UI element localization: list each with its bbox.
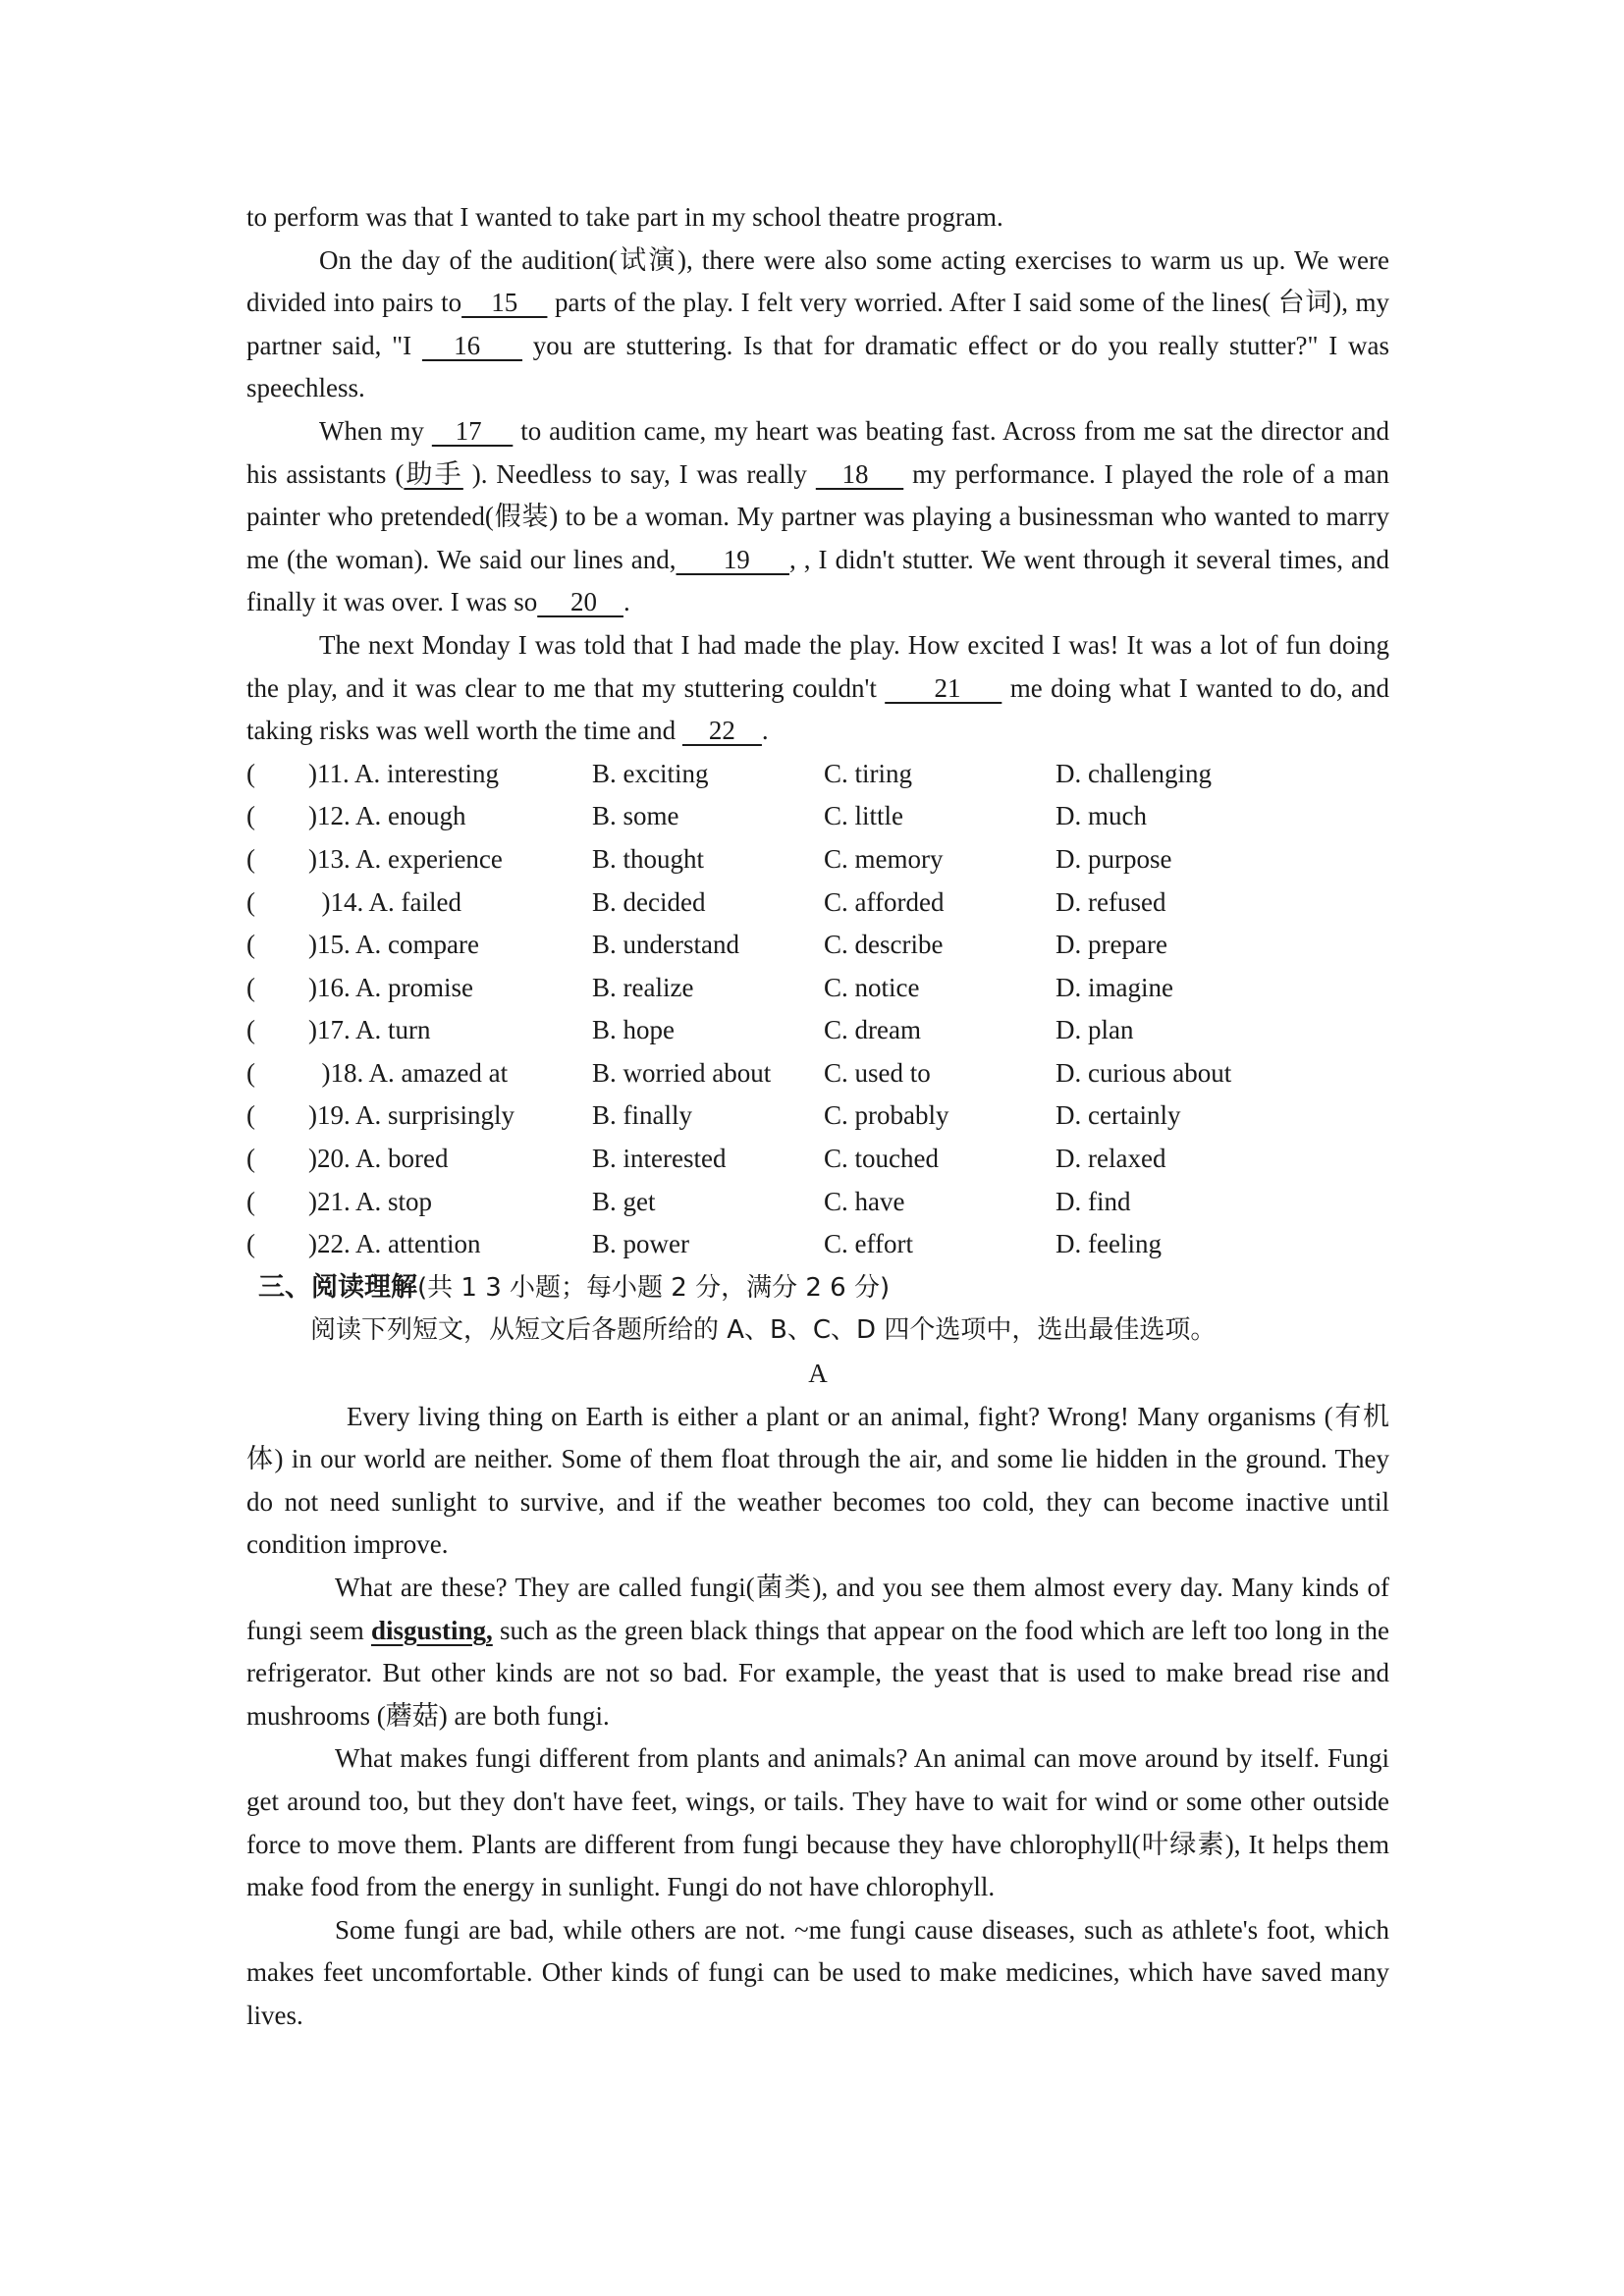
option-d: D. plan (1056, 1015, 1134, 1045)
option-b: B. hope (592, 1015, 675, 1045)
passage-line-0 (246, 196, 1389, 240)
option-b: B. worried about (592, 1057, 772, 1088)
blank-22: 22 (681, 716, 762, 746)
option-c: C. touched (824, 1144, 939, 1174)
question-18 (246, 1052, 1389, 1095)
section-heading (246, 1266, 1389, 1310)
option-c: C. used to (824, 1057, 931, 1088)
option-a: ( )16. A. promise (246, 972, 473, 1002)
option-b: B. realize (592, 972, 694, 1002)
option-d: D. feeling (1056, 1229, 1162, 1259)
option-a: ( )13. A. experience (246, 843, 503, 874)
passage-letter: A (808, 1359, 828, 1389)
option-c: C. dream (824, 1015, 921, 1045)
text: . (761, 716, 769, 746)
question-19 (246, 1095, 1389, 1138)
question-21 (246, 1181, 1389, 1224)
option-b: B. some (592, 801, 679, 831)
text: to audition came, my heart was beating fast. Across from me sat the director and his assistants ( (246, 415, 1389, 489)
text: to perform was that I wanted to take part in my school theatre program. (246, 202, 1003, 232)
option-c: C. describe (824, 930, 944, 960)
blank-16: 16 (421, 330, 523, 360)
text: you are stuttering. Is that for dramatic effect or do you really stutter?" I was speechless. (246, 330, 1389, 403)
option-c: C. probably (824, 1100, 949, 1131)
text: What are these? They are called fungi(菌类), and you see them almost every day. Many kinds of fungi seem (246, 1573, 1389, 1645)
option-d: D. imagine (1056, 972, 1173, 1002)
option-a: ( )14. A. failed (246, 886, 461, 917)
option-a: ( )20. A. bored (246, 1144, 449, 1174)
option-b: B. power (592, 1229, 689, 1259)
option-c: C. tiring (824, 758, 913, 788)
option-c: C. effort (824, 1229, 913, 1259)
option-b: B. thought (592, 843, 705, 874)
text: The next Monday I was told that I had made the play. How excited I was! It was a lot of fun doing the play, and it was clear to me that my stuttering couldn't (246, 629, 1389, 703)
option-c: C. have (824, 1186, 905, 1216)
text: When my (319, 415, 432, 446)
option-d: D. prepare (1056, 930, 1167, 960)
option-b: B. interested (592, 1144, 727, 1174)
blank-15: 15 (461, 288, 548, 318)
section-title: 三、阅读理解 (258, 1271, 417, 1303)
reading-paragraph-2 (246, 1567, 1389, 1737)
blank-19: 19 (676, 544, 789, 574)
option-d: D. challenging (1056, 758, 1212, 788)
option-a: ( )18. A. amazed at (246, 1057, 509, 1088)
option-d: D. refused (1056, 886, 1166, 917)
reading-paragraph-3: What makes fungi different from plants and animals? An animal can move around by itself. Fungi get around too, but they don't have feet, wings, or tails. They have to wait for wind or some other outside force to move them. Plants are different from fungi because they have chlorophyll(叶绿素), It helps them make food from the energy in sunlight. Fungi do not have chlorophyll. (246, 1743, 1389, 1902)
text: ). Needless to say, I was really (462, 458, 816, 489)
blank-18: 18 (815, 458, 904, 489)
text: such as the green black things that appear on the food which are left too long in the refrigerator. But other kinds are not so bad. For example, the yeast that is used to make bread rise and mushrooms (蘑菇) are both fungi. (246, 1615, 1389, 1731)
option-a: ( )22. A. attention (246, 1229, 481, 1259)
question-14 (246, 881, 1389, 925)
assistant-word: 助手 (404, 458, 463, 489)
question-20 (246, 1138, 1389, 1181)
option-b: B. understand (592, 930, 739, 960)
question-13 (246, 838, 1389, 881)
section-instruction: 阅读下列短文，从短文后各题所给的 A、B、C、D 四个选项中，选出最佳选项。 (310, 1315, 1217, 1346)
option-c: C. memory (824, 843, 944, 874)
exam-page (246, 196, 1389, 2038)
question-17 (246, 1009, 1389, 1052)
option-d: D. curious about (1056, 1057, 1232, 1088)
option-a: ( )17. A. turn (246, 1015, 431, 1045)
option-a: ( )21. A. stop (246, 1186, 432, 1216)
option-c: C. afforded (824, 886, 945, 917)
reading-paragraph-1: Every living thing on Earth is either a plant or an animal, fight? Wrong! Many organisms (有机体) in our world are neither. Some of them float through the air, and some lie hidden in the ground. They do not need sunlight to survive, and if the weather becomes too cold, they can become inactive until condition improve. (246, 1401, 1389, 1560)
passage-paragraph-turn (246, 410, 1389, 624)
option-b: B. finally (592, 1100, 692, 1131)
question-11 (246, 753, 1389, 796)
text: , , I didn't stutter. We went through it several times, and finally it was over. I was so (246, 544, 1390, 617)
question-15 (246, 924, 1389, 967)
option-b: B. exciting (592, 758, 709, 788)
option-a: ( )11. A. interesting (246, 758, 499, 788)
option-d: D. certainly (1056, 1100, 1181, 1131)
text: me doing what I wanted to do, and taking risks was well worth the time and (246, 672, 1389, 746)
blank-21: 21 (885, 672, 1002, 703)
passage-paragraph-monday (246, 624, 1389, 753)
option-d: D. much (1056, 801, 1147, 831)
text: my performance. I played the role of a man painter who pretended(假装) to be a woman. My partner was playing a businessman who wanted to marry me (the woman). We said our lines and, (246, 458, 1390, 574)
question-12 (246, 795, 1389, 838)
option-b: B. get (592, 1186, 656, 1216)
passage-paragraph-audition (246, 240, 1389, 410)
question-22 (246, 1223, 1389, 1266)
option-d: D. find (1056, 1186, 1131, 1216)
text: . (623, 587, 630, 617)
option-c: C. little (824, 801, 903, 831)
text: parts of the play. I felt very worried. After I said some of the lines( 台词), my partner said, "I (246, 288, 1390, 360)
option-d: D. relaxed (1056, 1144, 1166, 1174)
option-a: ( )19. A. surprisingly (246, 1100, 514, 1131)
blank-20: 20 (537, 587, 623, 617)
option-d: D. purpose (1056, 843, 1172, 874)
text: On the day of the audition(试演), there were also some acting exercises to warm us up. We were divided into pairs to (246, 244, 1389, 318)
option-a: ( )12. A. enough (246, 801, 466, 831)
option-b: B. decided (592, 886, 706, 917)
question-options (246, 753, 1389, 1266)
section-detail: (共 1 3 小题；每小题 2 分，满分 2 6 分) (417, 1272, 891, 1303)
option-a: ( )15. A. compare (246, 930, 479, 960)
underlined-word: disgusting, (370, 1615, 493, 1645)
question-16 (246, 967, 1389, 1010)
blank-17: 17 (431, 415, 514, 446)
reading-paragraph-4: Some fungi are bad, while others are not. ~me fungi cause diseases, such as athlete's foot, which makes feet uncomfortable. Other kinds of fungi can be used to make medicines, which have saved many lives. (246, 1914, 1389, 2030)
option-c: C. notice (824, 972, 920, 1002)
